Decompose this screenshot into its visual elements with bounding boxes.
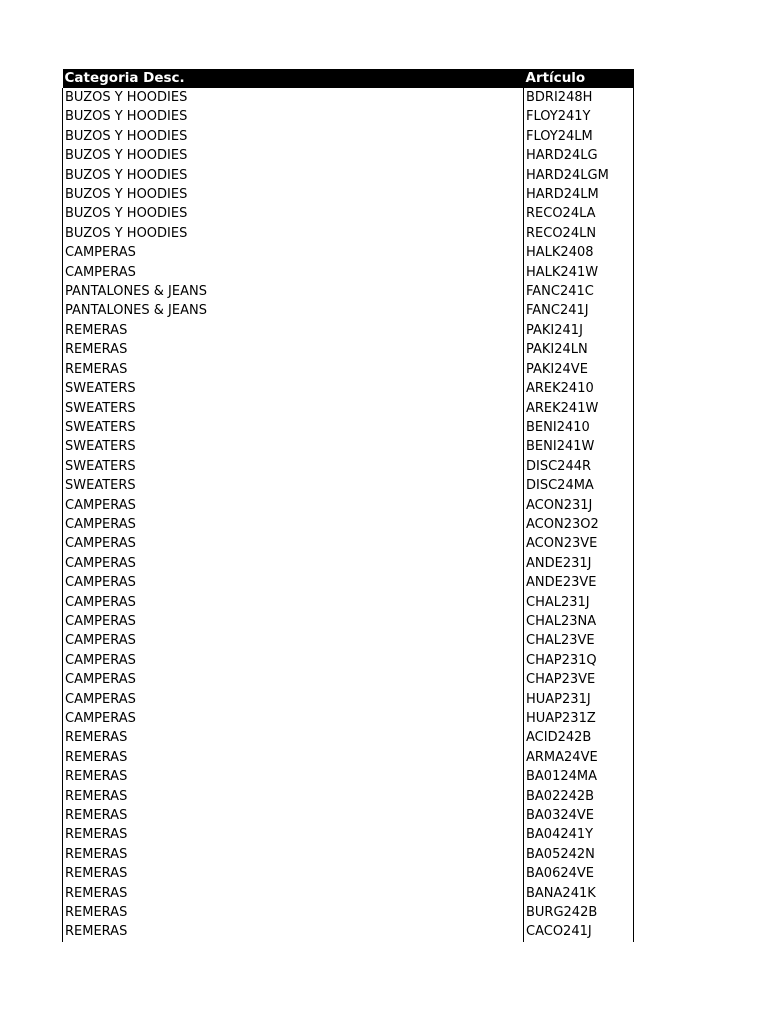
- article-cell: CHAP23VE: [524, 670, 634, 689]
- table-row: [63, 340, 634, 359]
- category-cell: CAMPERAS: [63, 709, 524, 728]
- table-row: [63, 88, 634, 107]
- table-row: [63, 787, 634, 806]
- article-cell: CHAP231Q: [524, 651, 634, 670]
- article-cell: DISC244R: [524, 457, 634, 476]
- article-cell: FANC241J: [524, 301, 634, 320]
- category-cell: SWEATERS: [63, 418, 524, 437]
- article-cell: BA05242N: [524, 845, 634, 864]
- category-cell: BUZOS Y HOODIES: [63, 146, 524, 165]
- table-row: [63, 670, 634, 689]
- category-cell: CAMPERAS: [63, 573, 524, 592]
- article-cell: PAKI24LN: [524, 340, 634, 359]
- article-cell: BA0624VE: [524, 864, 634, 883]
- category-cell: CAMPERAS: [63, 243, 524, 262]
- table-row: [63, 709, 634, 728]
- category-cell: SWEATERS: [63, 379, 524, 398]
- table-row: [63, 515, 634, 534]
- article-cell: PAKI24VE: [524, 360, 634, 379]
- table-row: [63, 379, 634, 398]
- category-cell: REMERAS: [63, 748, 524, 767]
- table-row: [63, 185, 634, 204]
- table-row: [63, 534, 634, 553]
- table-row: [63, 922, 634, 941]
- category-cell: CAMPERAS: [63, 612, 524, 631]
- column-header-categoria: Categoria Desc.: [63, 69, 524, 88]
- category-cell: REMERAS: [63, 360, 524, 379]
- category-cell: BUZOS Y HOODIES: [63, 166, 524, 185]
- table-row: [63, 825, 634, 844]
- category-cell: REMERAS: [63, 845, 524, 864]
- category-cell: BUZOS Y HOODIES: [63, 224, 524, 243]
- category-cell: CAMPERAS: [63, 515, 524, 534]
- category-cell: CAMPERAS: [63, 670, 524, 689]
- category-cell: REMERAS: [63, 825, 524, 844]
- table-row: [63, 360, 634, 379]
- category-cell: REMERAS: [63, 767, 524, 786]
- category-cell: PANTALONES & JEANS: [63, 282, 524, 301]
- table-row: [63, 806, 634, 825]
- header-row: [63, 69, 634, 88]
- article-cell: BENI241W: [524, 437, 634, 456]
- table-row: [63, 457, 634, 476]
- article-cell: BA04241Y: [524, 825, 634, 844]
- article-cell: ARMA24VE: [524, 748, 634, 767]
- category-cell: REMERAS: [63, 922, 524, 941]
- table-row: [63, 554, 634, 573]
- category-cell: BUZOS Y HOODIES: [63, 107, 524, 126]
- table-row: [63, 107, 634, 126]
- category-cell: REMERAS: [63, 340, 524, 359]
- table-row: [63, 224, 634, 243]
- article-cell: PAKI241J: [524, 321, 634, 340]
- table-row: [63, 864, 634, 883]
- article-cell: FANC241C: [524, 282, 634, 301]
- article-cell: CHAL23NA: [524, 612, 634, 631]
- table-row: [63, 903, 634, 922]
- category-cell: REMERAS: [63, 728, 524, 747]
- article-cell: AREK2410: [524, 379, 634, 398]
- article-cell: ANDE231J: [524, 554, 634, 573]
- table-row: [63, 476, 634, 495]
- article-cell: BDRI248H: [524, 88, 634, 107]
- category-cell: CAMPERAS: [63, 651, 524, 670]
- article-cell: HUAP231J: [524, 690, 634, 709]
- category-cell: SWEATERS: [63, 437, 524, 456]
- category-cell: REMERAS: [63, 864, 524, 883]
- table-row: [63, 321, 634, 340]
- article-cell: ACON23O2: [524, 515, 634, 534]
- table-row: [63, 301, 634, 320]
- table-row: [63, 437, 634, 456]
- category-cell: SWEATERS: [63, 457, 524, 476]
- category-cell: REMERAS: [63, 903, 524, 922]
- article-cell: RECO24LA: [524, 204, 634, 223]
- table-row: [63, 884, 634, 903]
- article-cell: CHAL231J: [524, 593, 634, 612]
- article-cell: DISC24MA: [524, 476, 634, 495]
- category-cell: BUZOS Y HOODIES: [63, 204, 524, 223]
- article-cell: RECO24LN: [524, 224, 634, 243]
- table-row: [63, 204, 634, 223]
- article-cell: CHAL23VE: [524, 631, 634, 650]
- article-cell: FLOY24LM: [524, 127, 634, 146]
- table-row: [63, 166, 634, 185]
- article-cell: BA0124MA: [524, 767, 634, 786]
- table-row: [63, 631, 634, 650]
- article-cell: BURG242B: [524, 903, 634, 922]
- category-cell: CAMPERAS: [63, 534, 524, 553]
- category-cell: PANTALONES & JEANS: [63, 301, 524, 320]
- article-cell: ACON23VE: [524, 534, 634, 553]
- table-row: [63, 127, 634, 146]
- table-row: [63, 612, 634, 631]
- category-cell: CAMPERAS: [63, 263, 524, 282]
- table-row: [63, 728, 634, 747]
- article-cell: ACID242B: [524, 728, 634, 747]
- category-cell: REMERAS: [63, 806, 524, 825]
- category-cell: REMERAS: [63, 321, 524, 340]
- table-row: [63, 593, 634, 612]
- table-row: [63, 243, 634, 262]
- article-cell: HARD24LGM: [524, 166, 634, 185]
- article-cell: BENI2410: [524, 418, 634, 437]
- table-row: [63, 690, 634, 709]
- data-table: [62, 69, 634, 942]
- table-row: [63, 573, 634, 592]
- article-cell: HUAP231Z: [524, 709, 634, 728]
- table-row: [63, 263, 634, 282]
- article-cell: BANA241K: [524, 884, 634, 903]
- category-cell: CAMPERAS: [63, 593, 524, 612]
- category-cell: REMERAS: [63, 884, 524, 903]
- article-cell: AREK241W: [524, 399, 634, 418]
- table-row: [63, 399, 634, 418]
- category-cell: CAMPERAS: [63, 631, 524, 650]
- table-row: [63, 146, 634, 165]
- category-cell: BUZOS Y HOODIES: [63, 127, 524, 146]
- article-cell: FLOY241Y: [524, 107, 634, 126]
- category-cell: SWEATERS: [63, 399, 524, 418]
- article-cell: BA02242B: [524, 787, 634, 806]
- table-row: [63, 748, 634, 767]
- category-cell: CAMPERAS: [63, 690, 524, 709]
- article-cell: CACO241J: [524, 922, 634, 941]
- table-row: [63, 418, 634, 437]
- category-cell: CAMPERAS: [63, 554, 524, 573]
- category-cell: CAMPERAS: [63, 496, 524, 515]
- article-cell: HALK241W: [524, 263, 634, 282]
- spreadsheet: [62, 69, 634, 942]
- article-cell: HARD24LG: [524, 146, 634, 165]
- table-row: [63, 845, 634, 864]
- category-cell: BUZOS Y HOODIES: [63, 88, 524, 107]
- table-row: [63, 496, 634, 515]
- article-cell: ACON231J: [524, 496, 634, 515]
- category-cell: BUZOS Y HOODIES: [63, 185, 524, 204]
- table-row: [63, 767, 634, 786]
- category-cell: REMERAS: [63, 787, 524, 806]
- article-cell: ANDE23VE: [524, 573, 634, 592]
- table-row: [63, 282, 634, 301]
- article-cell: HALK2408: [524, 243, 634, 262]
- article-cell: BA0324VE: [524, 806, 634, 825]
- column-header-articulo: Artículo: [524, 69, 634, 88]
- article-cell: HARD24LM: [524, 185, 634, 204]
- table-row: [63, 651, 634, 670]
- category-cell: SWEATERS: [63, 476, 524, 495]
